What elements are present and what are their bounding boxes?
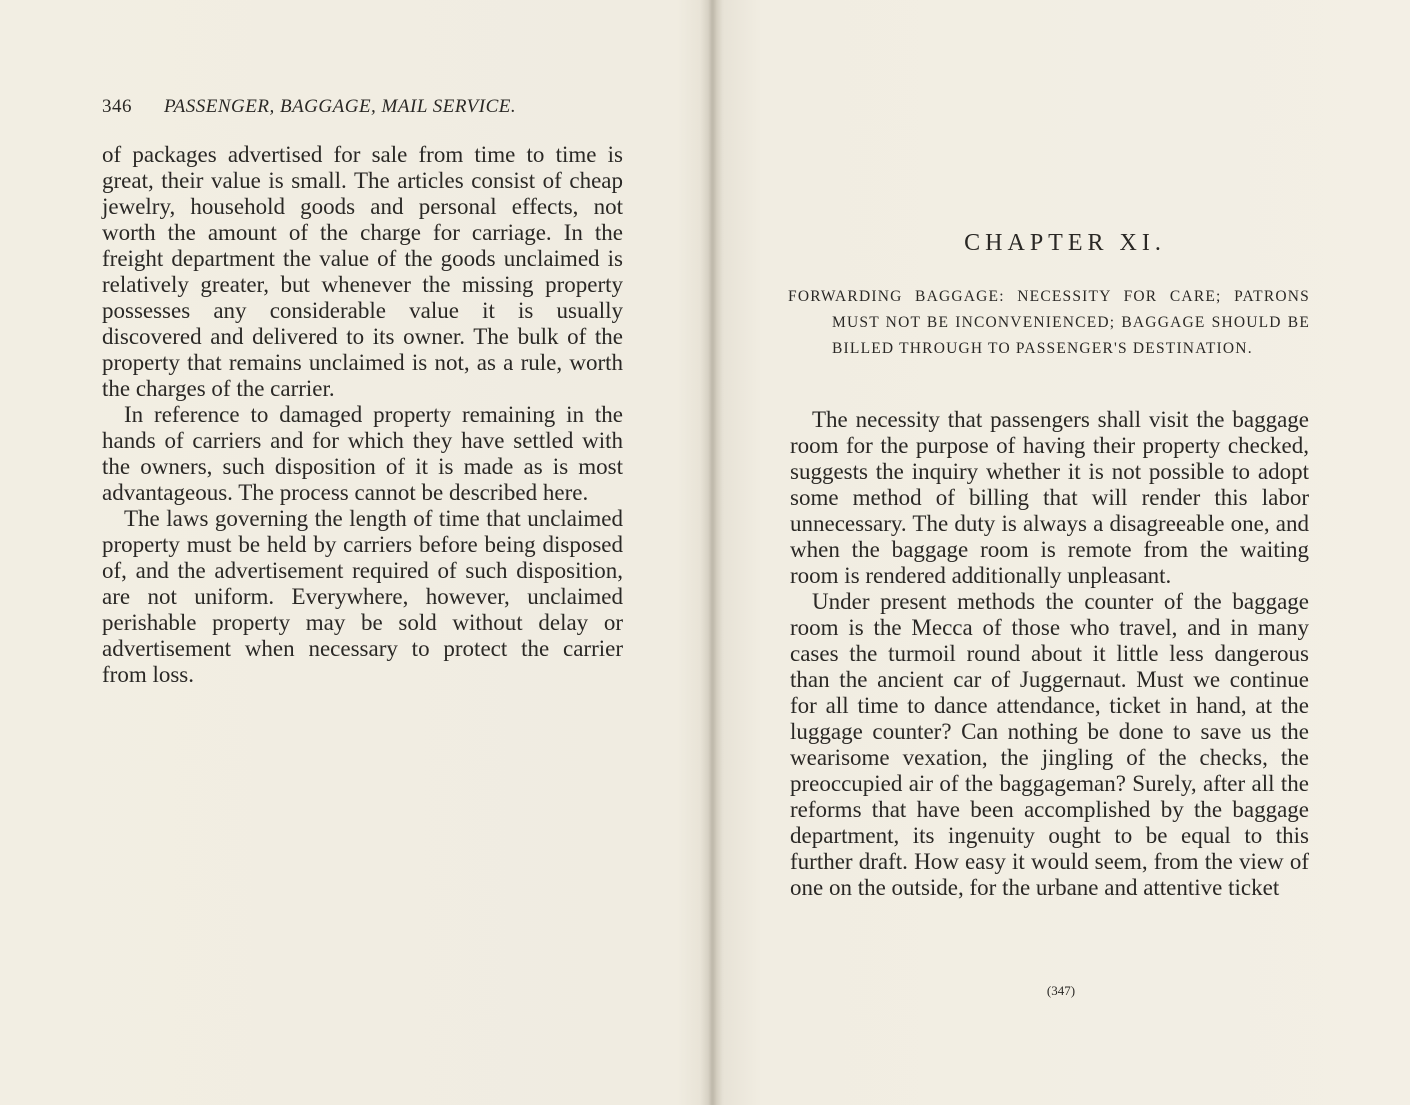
paragraph: The necessity that passengers shall visit the baggage room for the purpose of having their property checked, suggests the inquiry whether it is not possible to adopt some method of billing that will render this labor unnecessary. The duty is always a disagreeable one, and when the baggage room is remote from the waiting room is rendered additionally unpleasant. bbox=[790, 407, 1309, 588]
chapter-synopsis: FORWARDING BAGGAGE: NECESSITY FOR CARE; PATRONS MUST NOT BE INCONVENIENCED; BAGGAGE SHOULD BE BILLED THROUGH TO PASSENGER'S DESTINATION. bbox=[788, 288, 1310, 357]
right-body-text bbox=[790, 407, 1309, 901]
chapter-title: CHAPTER XI. bbox=[964, 230, 1166, 256]
page-folio: (347) bbox=[1046, 983, 1076, 998]
paragraph: of packages advertised for sale from time to time is great, their value is small. The articles consist of cheap jewelry, household goods and personal effects, not worth the amount of the charge for carriage. In the freight department the value of the goods unclaimed is relatively greater, but whenever the missing property possesses any considerable value it is usually discovered and delivered to its owner. The bulk of the property that remains unclaimed is not, as a rule, worth the charges of the carrier. bbox=[102, 142, 623, 401]
left-body-text bbox=[102, 142, 623, 688]
right-page bbox=[705, 0, 1410, 1105]
running-head bbox=[102, 96, 632, 118]
paragraph: The laws governing the length of time that unclaimed property must be held by carriers before being disposed of, and the advertisement required of such disposition, are not uniform. Everywhere, however, unclaimed perishable property may be sold without delay or advertisement when necessary to protect the carrier from loss. bbox=[102, 506, 623, 687]
page-number: 346 bbox=[102, 96, 132, 117]
running-head-title: PASSENGER, BAGGAGE, MAIL SERVICE. bbox=[164, 96, 517, 117]
paragraph: Under present methods the counter of the baggage room is the Mecca of those who travel, and in many cases the turmoil round about it little less dangerous than the ancient car of Juggernaut. Must we continue for all time to dance attendance, ticket in hand, at the luggage counter? Can nothing be done to save us the wearisome vexation, the jingling of the checks, the preoccupied air of the baggageman? Surely, after all the reforms that have been accomplished by the baggage department, its ingenuity ought to be equal to this further draft. How easy it would seem, from the view of one on the outside, for the urbane and attentive ticket bbox=[790, 589, 1309, 900]
paragraph: In reference to damaged property remaining in the hands of carriers and for which they have settled with the owners, such disposition of it is made as is most advantageous. The process cannot be described here. bbox=[102, 402, 623, 505]
